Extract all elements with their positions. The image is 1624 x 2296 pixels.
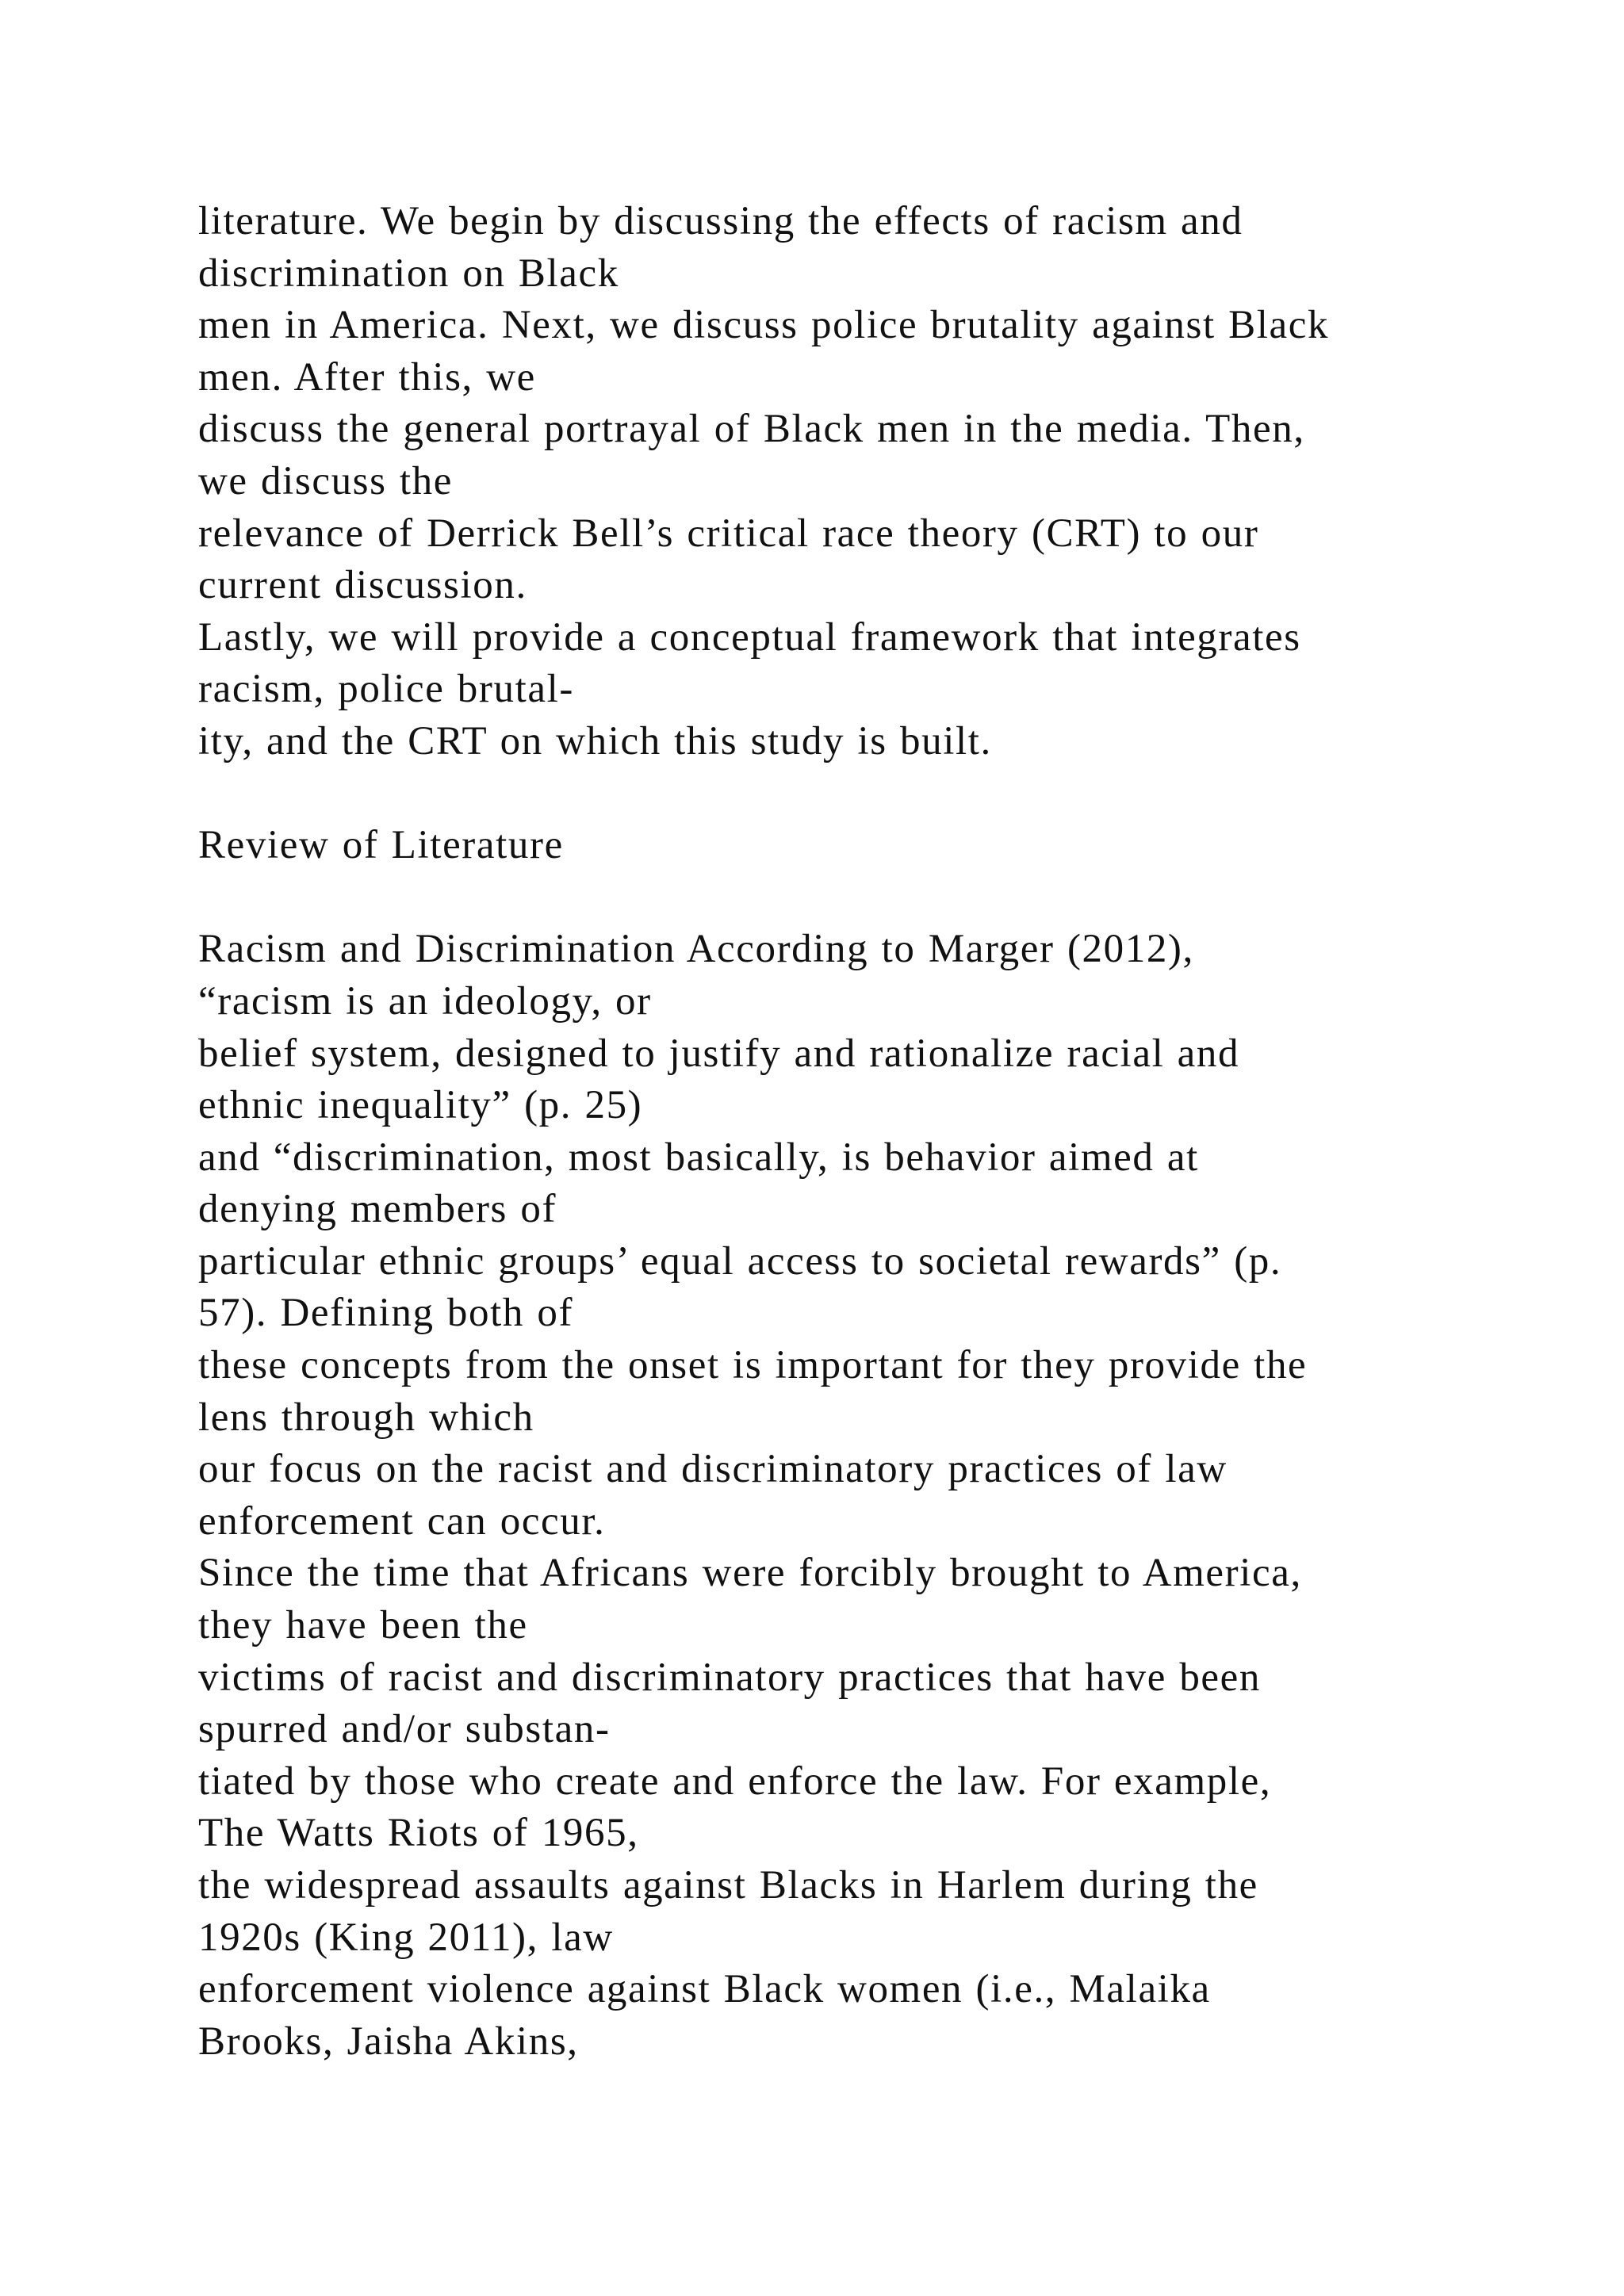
text-line: ity, and the CRT on which this study is built. <box>198 718 992 763</box>
text-line: The Watts Riots of 1965, <box>198 1811 639 1856</box>
text-line: “racism is an ideology, or <box>198 978 652 1024</box>
paragraph-spacer <box>198 872 1546 924</box>
paragraph-spacer <box>198 768 1546 821</box>
text-line: racism, police brutal- <box>198 667 574 712</box>
text-line: the widespread assaults against Blacks in Harlem during the <box>198 1863 1258 1908</box>
text-line: victims of racist and discriminatory practices that have been <box>198 1655 1261 1700</box>
section-heading: Review of Literature <box>198 823 564 868</box>
text-line: Since the time that Africans were forcibly brought to America, <box>198 1551 1302 1596</box>
text-line: men. After this, we <box>198 354 536 400</box>
text-line: men in America. Next, we discuss police brutality against Black <box>198 303 1330 348</box>
text-line: belief system, designed to justify and rationalize racial and <box>198 1031 1240 1076</box>
document-text <box>198 196 1546 2068</box>
text-line: relevance of Derrick Bell’s critical race theory (CRT) to our <box>198 511 1259 556</box>
text-line: 57). Defining both of <box>198 1291 574 1336</box>
text-line: lens through which <box>198 1395 534 1440</box>
text-line: they have been the <box>198 1603 528 1648</box>
text-line: Lastly, we will provide a conceptual framework that integrates <box>198 614 1301 660</box>
text-line: and “discrimination, most basically, is behavior aimed at <box>198 1135 1199 1180</box>
text-line: enforcement can occur. <box>198 1498 606 1544</box>
text-line: Brooks, Jaisha Akins, <box>198 2019 579 2064</box>
text-line: particular ethnic groups’ equal access to societal rewards” (p. <box>198 1238 1282 1284</box>
text-line: ethnic inequality” (p. 25) <box>198 1083 643 1128</box>
text-line: these concepts from the onset is important for they provide the <box>198 1343 1308 1388</box>
text-line: discuss the general portrayal of Black men in the media. Then, <box>198 407 1305 452</box>
text-line: spurred and/or substan- <box>198 1707 611 1752</box>
text-line: current discussion. <box>198 563 527 608</box>
text-line: tiated by those who create and enforce the law. For example, <box>198 1758 1272 1804</box>
text-line: enforcement violence against Black women (i.e., Malaika <box>198 1967 1211 2012</box>
text-line: 1920s (King 2011), law <box>198 1915 614 1960</box>
text-line: denying members of <box>198 1187 557 1232</box>
text-line: literature. We begin by discussing the effects of racism and <box>198 199 1243 243</box>
text-line: Racism and Discrimination According to Marger (2012), <box>198 927 1194 972</box>
text-line: our focus on the racist and discriminatory practices of law <box>198 1447 1228 1492</box>
text-line: we discuss the <box>198 458 454 503</box>
text-line: discrimination on Black <box>198 251 619 296</box>
